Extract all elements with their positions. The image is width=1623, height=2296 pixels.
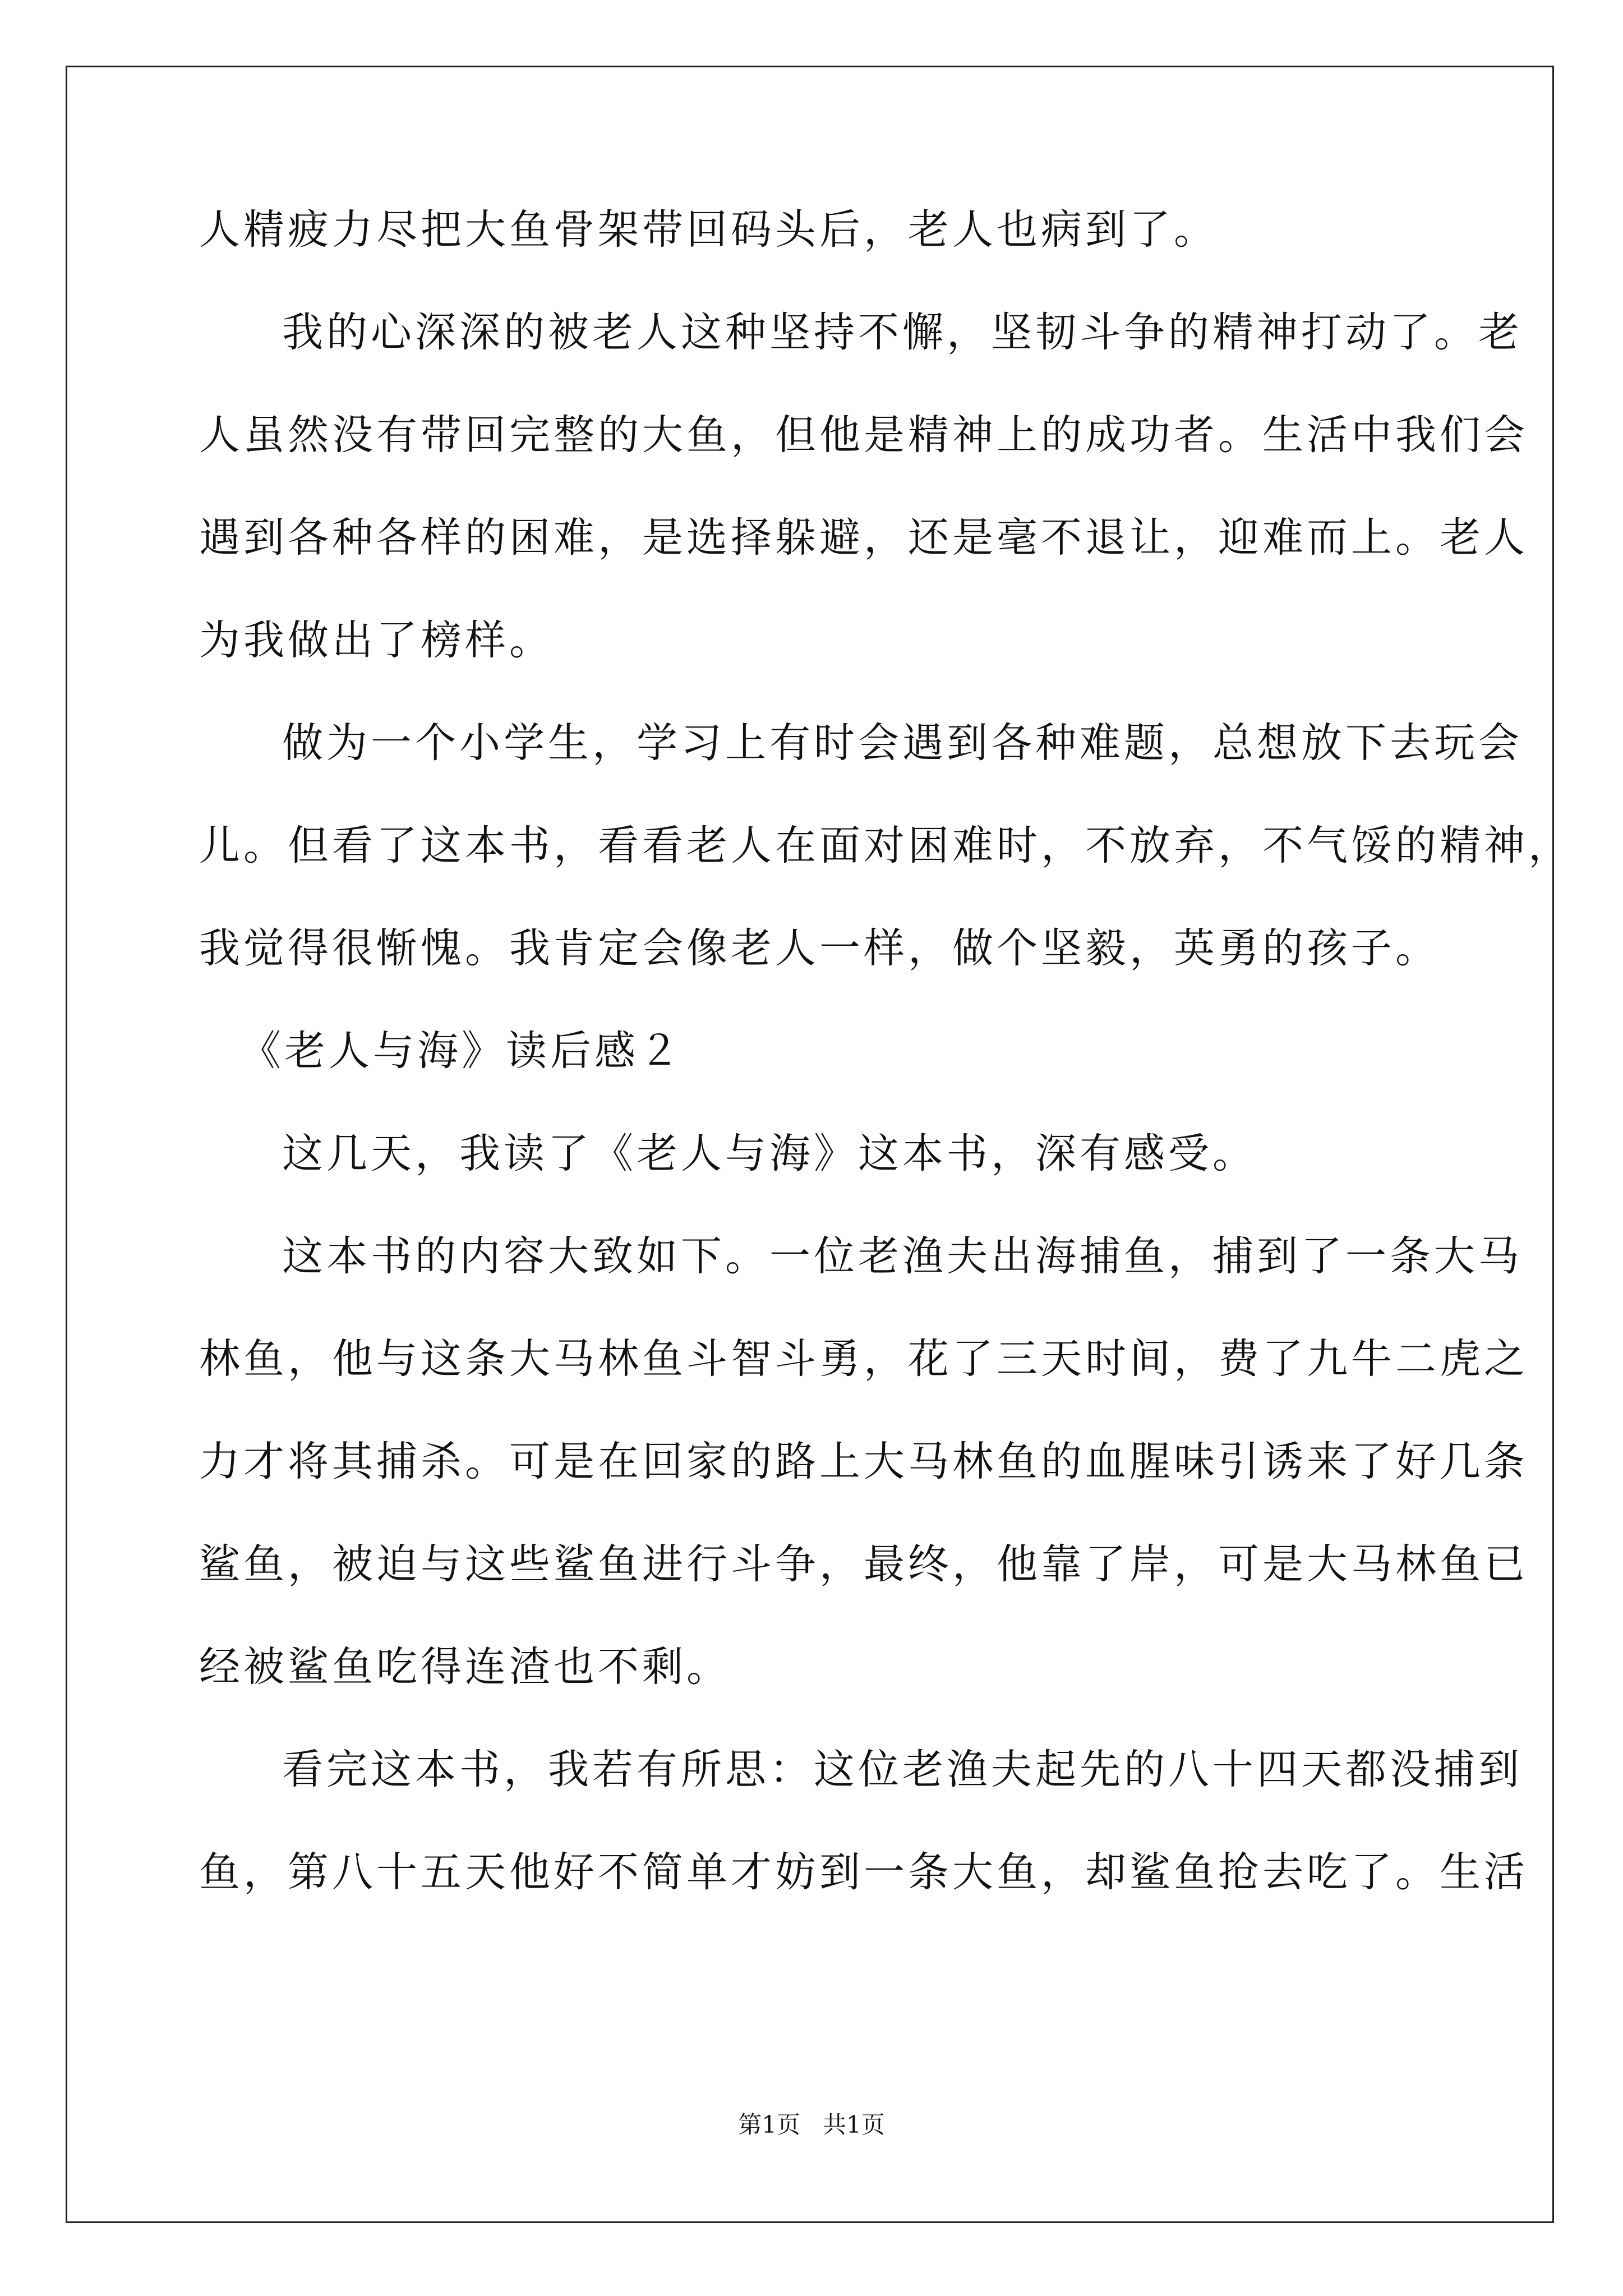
text-line: 我觉得很惭愧。我肯定会像老人一样，做个坚毅，英勇的孩子。 [199, 924, 1440, 972]
text-line: 这几天，我读了《老人与海》这本书，深有感受。 [282, 1130, 1257, 1177]
text-line: 遇到各种各样的困难，是选择躲避，还是毫不退让，迎难而上。老人 [199, 514, 1528, 562]
text-line: 鱼，第八十五天他好不简单才妨到一条大鱼，却鲨鱼抢去吃了。生活 [199, 1848, 1528, 1896]
text-line: 做为一个小学生，学习上有时会遇到各种难题，总想放下去玩会 [282, 719, 1523, 767]
text-line: 看完这本书，我若有所思：这位老渔夫起先的八十四天都没捕到 [282, 1746, 1523, 1793]
text-line: 力才将其捕杀。可是在回家的路上大马林鱼的血腥味引诱来了好几条 [199, 1438, 1528, 1485]
text-line: 人精疲力尽把大鱼骨架带回码头后，老人也病到了。 [199, 206, 1218, 254]
text-line: 这本书的内容大致如下。一位老渔夫出海捕鱼，捕到了一条大马 [282, 1232, 1523, 1280]
text-line: 人虽然没有带回完整的大鱼，但他是精神上的成功者。生活中我们会 [199, 411, 1528, 459]
section-heading: 《老人与海》读后感２ [240, 1027, 683, 1075]
text-line: 鲨鱼，被迫与这些鲨鱼进行斗争，最终，他靠了岸，可是大马林鱼已 [199, 1540, 1528, 1588]
text-line: 儿。但看了这本书，看看老人在面对困难时，不放弃，不气馁的精神， [199, 822, 1573, 869]
text-line: 为我做出了榜样。 [199, 616, 554, 664]
text-line: 林鱼，他与这条大马林鱼斗智斗勇，花了三天时间，费了九牛二虎之 [199, 1335, 1528, 1383]
text-line: 经被鲨鱼吃得连渣也不剩。 [199, 1643, 731, 1691]
page-footer: 第1页 共1页 [738, 2111, 885, 2138]
text-line: 我的心深深的被老人这种坚持不懈，坚韧斗争的精神打动了。老 [282, 309, 1523, 356]
